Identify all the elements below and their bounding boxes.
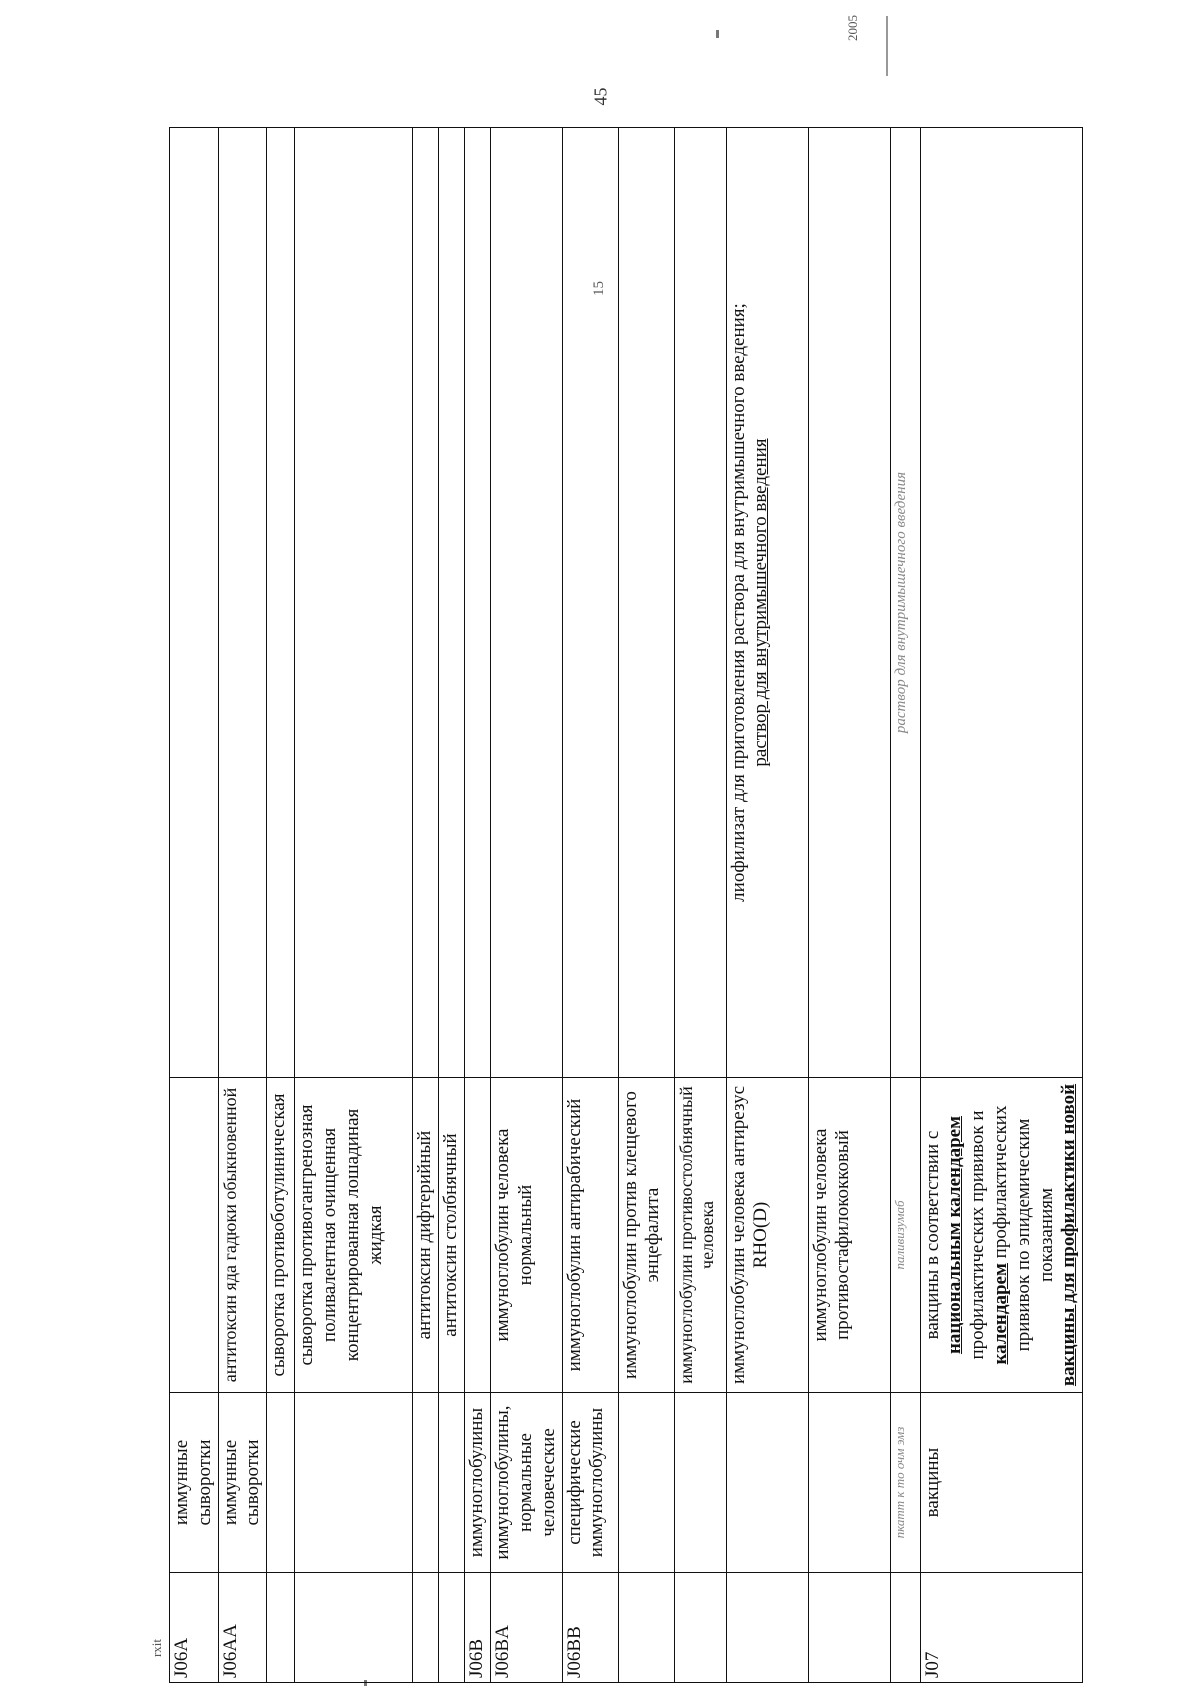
drug-name: иммуноглобулин человека антирезус RHO(D) [726,1078,808,1393]
atc-group: вакцины [920,1393,1083,1573]
drug-name-part: профилактических прививок и [967,1110,989,1360]
table-row [413,128,439,1683]
dosage-form [491,128,562,1078]
margin-mark: rxit [149,1638,165,1658]
dosage-form [562,128,618,1078]
atc-code [267,1573,295,1683]
page-number: 45 [590,87,611,106]
table-row [808,128,890,1683]
drug-name [920,1078,1083,1393]
atc-group [413,1393,439,1573]
dosage-form [920,128,1083,1078]
atc-code: J06BB [562,1573,618,1683]
drug-name-part: вакцины в соответствии с [921,1130,943,1340]
drug-name: иммуноглобулин против клещевого энцефалита [618,1078,674,1393]
dosage-form [465,128,491,1078]
drug-name: паливизумаб [890,1078,920,1393]
atc-group: иммуноглобулины [465,1393,491,1573]
dosage-form-line: лиофилизат для приготовления раствора для внутримышечного введения; [727,303,749,902]
table-row [674,128,726,1683]
scan-artifact [716,30,719,38]
table-row [726,128,808,1683]
drug-name: иммуноглобулин человека нормальный [491,1078,562,1393]
atc-group [267,1393,295,1573]
drug-name: антитоксин столбнячный [439,1078,465,1393]
atc-code [618,1573,674,1683]
table-row [295,128,413,1683]
table-row [465,128,491,1683]
atc-group: иммуноглобулины, нормальные человеческие [491,1393,562,1573]
atc-code [674,1573,726,1683]
table-row [920,128,1083,1683]
drug-name: сыворотка противогангренозная поливалентная очищенная концентрированная лошадиная жидкая [295,1078,413,1393]
drug-name [170,1078,219,1393]
drug-name: иммуноглобулин антирабический [562,1078,618,1393]
table-row [562,128,618,1683]
drug-name: иммуноглобулин человека противостафилококковый [808,1078,890,1393]
atc-code: J06A [170,1573,219,1683]
dosage-form [439,128,465,1078]
atc-code: J06AA [218,1573,267,1683]
drug-name-part: профилактических прививок по эпидемическим показаниям [989,1105,1057,1352]
dosage-form [218,128,267,1078]
drug-name: иммуноглобулин противостолбнячный человека [674,1078,726,1393]
drug-name: сыворотка противоботулиническая [267,1078,295,1393]
atc-group: специфические иммуноглобулины [562,1393,618,1573]
margin-mark: 2005 [845,15,860,41]
atc-group [618,1393,674,1573]
drug-name [465,1078,491,1393]
atc-code: J07 [920,1573,1083,1683]
atc-code [439,1573,465,1683]
atc-group [295,1393,413,1573]
atc-group [439,1393,465,1573]
atc-group [726,1393,808,1573]
rotated-page [169,128,1200,1683]
scan-artifact [886,16,888,76]
drug-name: антитоксин яда гадюки обыкновенной [218,1078,267,1393]
dosage-form [726,128,808,1078]
table-row [170,128,219,1683]
dosage-form [267,128,295,1078]
drug-name-part: вакцины для профилактики новой [1058,1083,1080,1387]
dosage-form [808,128,890,1078]
atc-code [295,1573,413,1683]
dosage-form [413,128,439,1078]
dosage-form [295,128,413,1078]
drug-name: антитоксин дифтерийный [413,1078,439,1393]
drug-name-link: национальным календарем [944,1115,966,1355]
atc-code [726,1573,808,1683]
dosage-form [618,128,674,1078]
table-row [890,128,920,1683]
drug-name-link: календарем [989,1263,1011,1365]
table-row [491,128,562,1683]
dosage-form [170,128,219,1078]
page-number-faint: 15 [591,281,607,296]
atc-group [674,1393,726,1573]
table-row [218,128,267,1683]
table-row [618,128,674,1683]
atc-code: J06B [465,1573,491,1683]
atc-group [808,1393,890,1573]
table-row [267,128,295,1683]
dosage-form [674,128,726,1078]
atc-code: J06BA [491,1573,562,1683]
dosage-form-line: раствор для внутримышечного введения [750,438,772,767]
atc-group: иммунные сыворотки [218,1393,267,1573]
dosage-form: раствор для внутримышечного введения [890,128,920,1078]
atc-code [808,1573,890,1683]
atc-group: иммунные сыворотки [170,1393,219,1573]
atc-code [890,1573,920,1683]
atc-code [413,1573,439,1683]
table-row [439,128,465,1683]
drug-table [169,127,1083,1683]
atc-group: пкатт к то очм эмз [890,1393,920,1573]
